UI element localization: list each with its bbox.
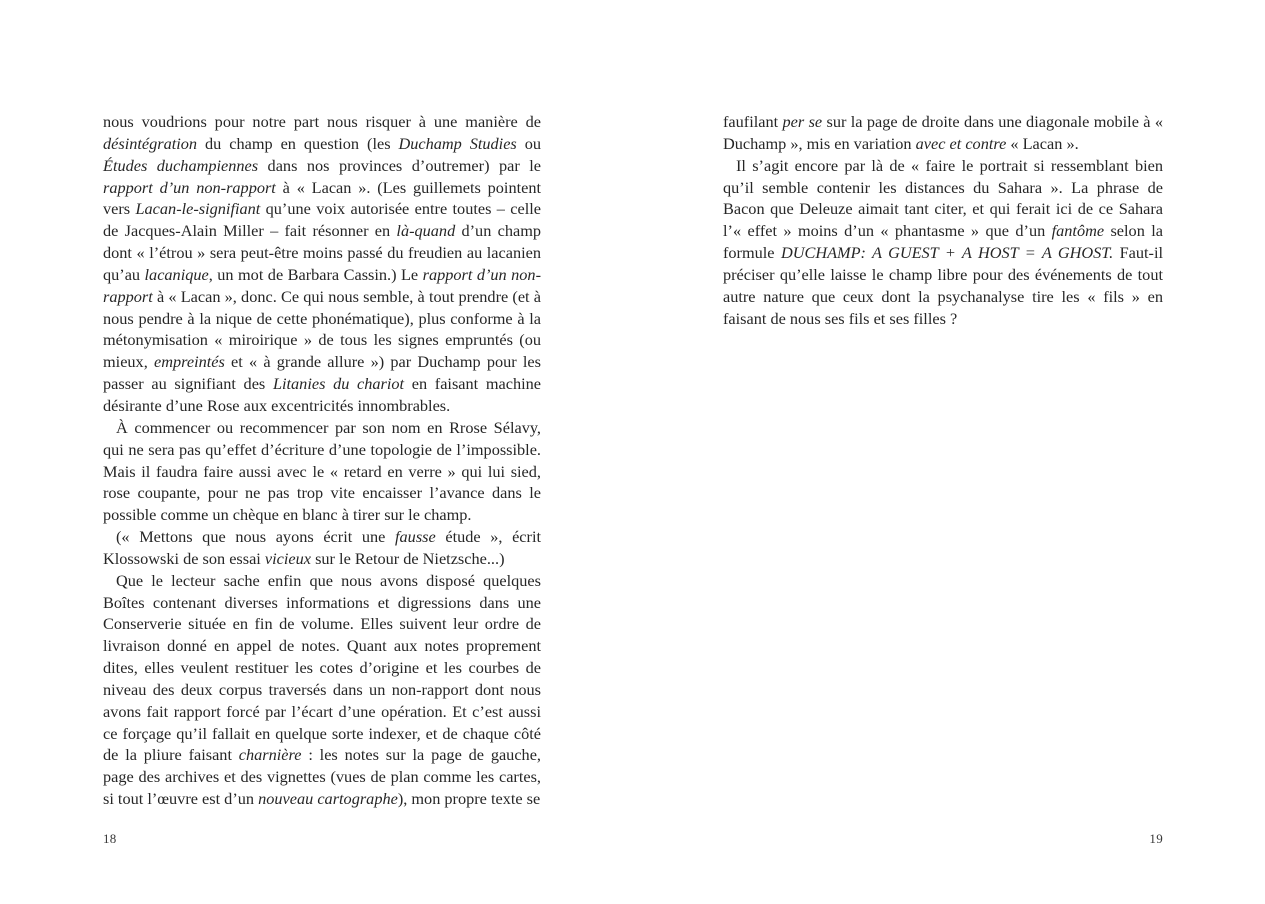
page-text — [723, 111, 1163, 329]
italic-text-run: Duchamp Studies — [398, 133, 517, 153]
text-run: et « à grande allure ») par Duchamp pour les passer au signifiant des — [103, 352, 541, 394]
italic-text-run: Litanies du chariot — [272, 374, 405, 394]
page-text — [103, 111, 541, 810]
paragraph — [103, 111, 541, 417]
text-run: nous voudrions pour notre part nous risquer à une manière de — [103, 112, 541, 131]
text-run: à « Lacan », donc. Ce qui nous semble, à tout prendre (et à nous pendre à la nique de cette phonématique), plus conforme à la métonymisation « miroirique » de tous les signes empruntés (ou mieux, — [103, 286, 541, 372]
text-run: Que le lecteur sache enfin que nous avons disposé quelques Boîtes contenant diverses informations et digressions dans une Conserverie située en fin de volume. Elles suivent leur ordre de livraison donné en appel de notes. Quant aux notes proprement dites, elles veulent restituer les cotes d’origine et les courbes de niveau des deux corpus traversés dans un non-rapport dont nous avons fait rapport forcé par l’écart d’une opération. Et c’est aussi ce forçage qu’il fallait en quelque sorte indexer, et de chaque côté de la pliure faisant — [103, 570, 541, 765]
text-run: À commencer ou recommencer par son nom en Rrose Sélavy, qui ne sera pas qu’effet d’écriture d’une topologie de l’impossible. Mais il faudra faire aussi avec le « retard en verre » qui lui sied, rose coupante, pour ne pas trop vite encaisser l’avance dans le possible comme un chèque en blanc à tirer sur le champ. — [103, 417, 541, 525]
paragraph — [723, 111, 1163, 155]
italic-text-run: vicieux — [264, 548, 311, 568]
text-run: d’un champ dont « l’étrou » sera peut-être moins passé du freudien au lacanien qu’au — [103, 221, 541, 284]
text-run: Il s’agit encore par là de « faire le portrait si ressemblant bien qu’il semble contenir les distances du Sahara ». La phrase de Bacon que Deleuze aimait tant citer, et qui ferait ici de ce Sahara l’« effet » moins d’un « phantasme » que d’un — [723, 155, 1163, 241]
italic-text-run: empreintés — [153, 352, 225, 372]
text-run: , un mot de Barbara Cassin.) Le — [208, 264, 423, 284]
text-run: (« Mettons que nous ayons écrit une — [116, 527, 396, 547]
italic-text-run: DUCHAMP: A GUEST + A HOST = A GHOST. — [780, 243, 1114, 263]
paragraph — [723, 155, 1163, 330]
italic-text-run: per se — [782, 112, 823, 131]
text-run: selon la formule — [723, 221, 1163, 263]
page-number-right: 19 — [1149, 831, 1163, 846]
italic-text-run: Lacan-le-signifiant — [135, 199, 261, 219]
text-run: faufilant — [723, 112, 783, 131]
text-run: du champ en question (les — [197, 133, 399, 153]
italic-text-run: Études duchampiennes — [103, 155, 259, 175]
text-run: étude », écrit Klossowski de son essai — [103, 527, 541, 568]
text-run: dans nos provinces d’outremer) par le — [258, 155, 541, 175]
text-run: à « Lacan ». (Les guillemets pointent vers — [103, 177, 541, 219]
text-run: « Lacan ». — [1006, 133, 1079, 153]
italic-text-run: lacanique — [144, 264, 209, 284]
italic-text-run: fantôme — [1051, 221, 1105, 241]
text-run: sur la page de droite dans une diagonale mobile à « Duchamp », mis en variation — [723, 112, 1163, 153]
italic-text-run: désintégration — [103, 133, 198, 153]
italic-text-run: avec et contre — [915, 133, 1007, 153]
text-run: ou — [516, 133, 542, 153]
italic-text-run: nouveau cartographe — [258, 789, 398, 809]
paragraph — [103, 570, 541, 810]
text-run: sur le Retour de Nietzsche...) — [311, 548, 505, 568]
italic-text-run: fausse — [395, 527, 436, 547]
text-run: en faisant machine désirante d’une Rose aux excentricités innombrables. — [103, 374, 541, 415]
italic-text-run: rapport d’un non-rapport — [103, 264, 541, 306]
paragraph — [103, 526, 541, 570]
italic-text-run: charnière — [238, 745, 302, 765]
text-run: : les notes sur la page de gauche, page des archives et des vignettes (vues de plan comme les cartes, si tout l’œuvre est d’un — [103, 745, 541, 809]
italic-text-run: rapport d’un non-rapport — [103, 177, 276, 197]
text-run: ), mon propre texte se — [397, 789, 541, 809]
page-number-left: 18 — [103, 831, 117, 846]
italic-text-run: là-quand — [396, 221, 456, 241]
paragraph — [103, 417, 541, 526]
text-run: Faut-il préciser qu’elle laisse le champ libre pour des événements de tout autre nature que ceux dont la psychanalyse tire les « fils » en faisant de nous ses fils et ses filles ? — [723, 243, 1164, 328]
text-run: qu’une voix autorisée entre toutes – celle de Jacques-Alain Miller – fait résonner en — [103, 199, 541, 241]
